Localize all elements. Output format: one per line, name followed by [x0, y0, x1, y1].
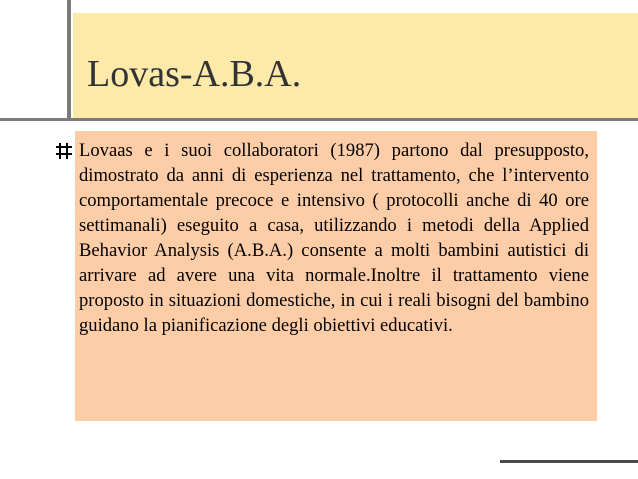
left-vertical-rule [67, 0, 71, 121]
horizontal-rule [0, 118, 638, 121]
body-paragraph: Lovaas e i suoi collaboratori (1987) partono dal presupposto, dimostrato da anni di esperienza nel trattamento, che l’intervento comportamentale precoce e intensivo ( protocolli anche di 40 ore settimanali) eseguito a casa, utilizzando i metodi della Applied Behavior Analysis (A.B.A.) consente a molti bambini autistici di arrivare ad avere una vita normale.Inoltre il trattamento viene proposto in situazioni domestiche, in cui i reali bisogni del bambino guidano la pianificazione degli obiettivi educativi. [79, 140, 589, 336]
hash-bullet-icon [54, 141, 74, 161]
bottom-decorative-line [500, 460, 638, 463]
slide-title: Lovas-A.B.A. [87, 53, 302, 95]
